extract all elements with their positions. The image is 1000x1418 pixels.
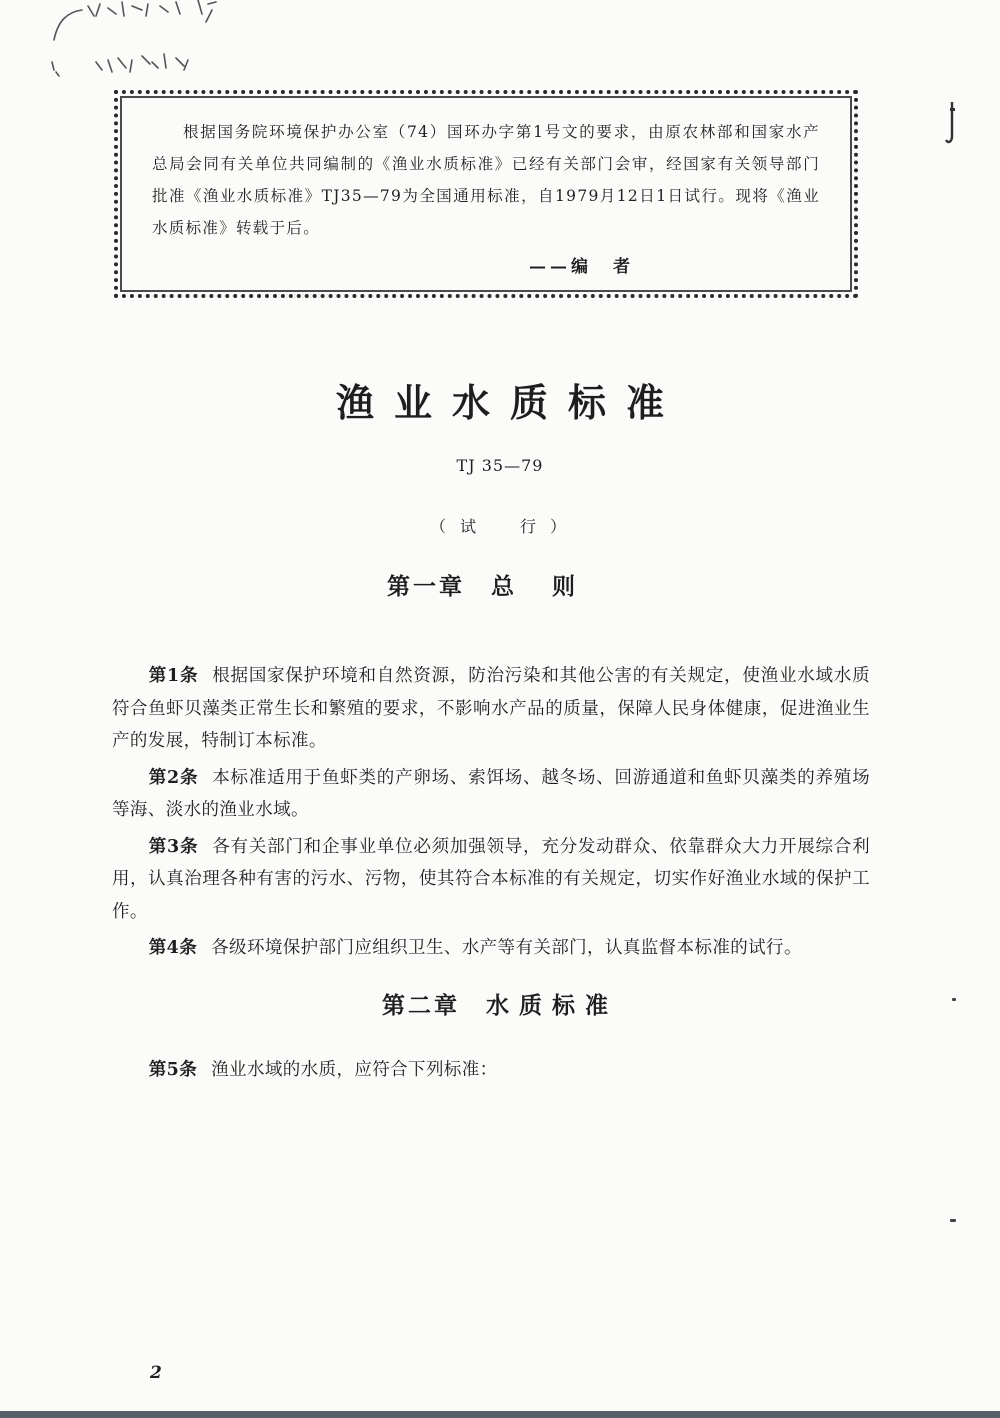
chapter-heading-1 bbox=[0, 568, 1000, 601]
article-1 bbox=[112, 660, 870, 758]
article-text: 本标准适用于鱼虾类的产卵场、索饵场、越冬场、回游通道和鱼虾贝藻类的养殖场等海、淡水的渔业水域。 bbox=[112, 767, 870, 820]
article-label: 第4条 bbox=[148, 938, 198, 958]
article-label: 第1条 bbox=[148, 666, 199, 686]
chapter-2-articles bbox=[112, 1054, 870, 1091]
scan-speck bbox=[950, 1219, 956, 1222]
chapter-name: 水质标准 bbox=[486, 992, 618, 1019]
article-text: 各级环境保护部门应组织卫生、水产等有关部门，认真监督本标准的试行。 bbox=[211, 938, 802, 958]
article-3 bbox=[112, 831, 870, 929]
chapter-heading-2 bbox=[0, 987, 1000, 1020]
chapter-number: 第二章 bbox=[382, 992, 460, 1019]
article-label: 第2条 bbox=[148, 767, 199, 788]
article-4 bbox=[112, 932, 870, 965]
viewer-bottom-edge bbox=[0, 1411, 1000, 1418]
article-text: 各有关部门和企事业单位必须加强领导，充分发动群众、依靠群众大力开展综合利用，认真治理各种有害的污水、污物，使其符合本标准的有关规定，切实作好渔业水域的保护工作。 bbox=[112, 836, 870, 922]
article-text: 渔业水域的水质，应符合下列标准： bbox=[211, 1060, 498, 1080]
trial-status: （试 行） bbox=[429, 517, 580, 536]
article-2 bbox=[112, 762, 870, 827]
scan-margin-mark bbox=[944, 100, 958, 146]
article-text: 根据国家保护环境和自然资源，防治污染和其他公害的有关规定，使渔业水域水质符合鱼虾贝藻类正常生长和繁殖的要求，不影响水产品的质量，保障人民身体健康，促进渔业生产的发展，特制订本标准。 bbox=[112, 666, 870, 751]
document-title: 渔业水质标准 bbox=[335, 380, 684, 425]
article-label: 第3条 bbox=[148, 836, 199, 857]
editor-signature: ——编 者 bbox=[529, 257, 634, 277]
article-label: 第5条 bbox=[148, 1060, 198, 1080]
chapter-name: 总则 bbox=[491, 573, 613, 600]
chapter-1-articles bbox=[112, 660, 870, 969]
scan-speck bbox=[952, 998, 956, 1001]
notice-box bbox=[114, 90, 858, 298]
scan-stamp-artifact bbox=[48, 0, 238, 90]
standard-code: TJ 35—79 bbox=[456, 456, 544, 475]
page-number: 2 bbox=[150, 1363, 162, 1383]
chapter-number: 第一章 bbox=[387, 573, 465, 600]
notice-text: 根据国务院环境保护办公室（74）国环办字第1号文的要求，由原农林部和国家水产总局会同有关单位共同编制的《渔业水质标准》已经有关部门会审，经国家有关领导部门批准《渔业水质标准》TJ35—79为全国通用标准，自1979月12日1日试行。现将《渔业水质标准》转载于后。 bbox=[152, 123, 820, 237]
article-5 bbox=[112, 1054, 870, 1087]
